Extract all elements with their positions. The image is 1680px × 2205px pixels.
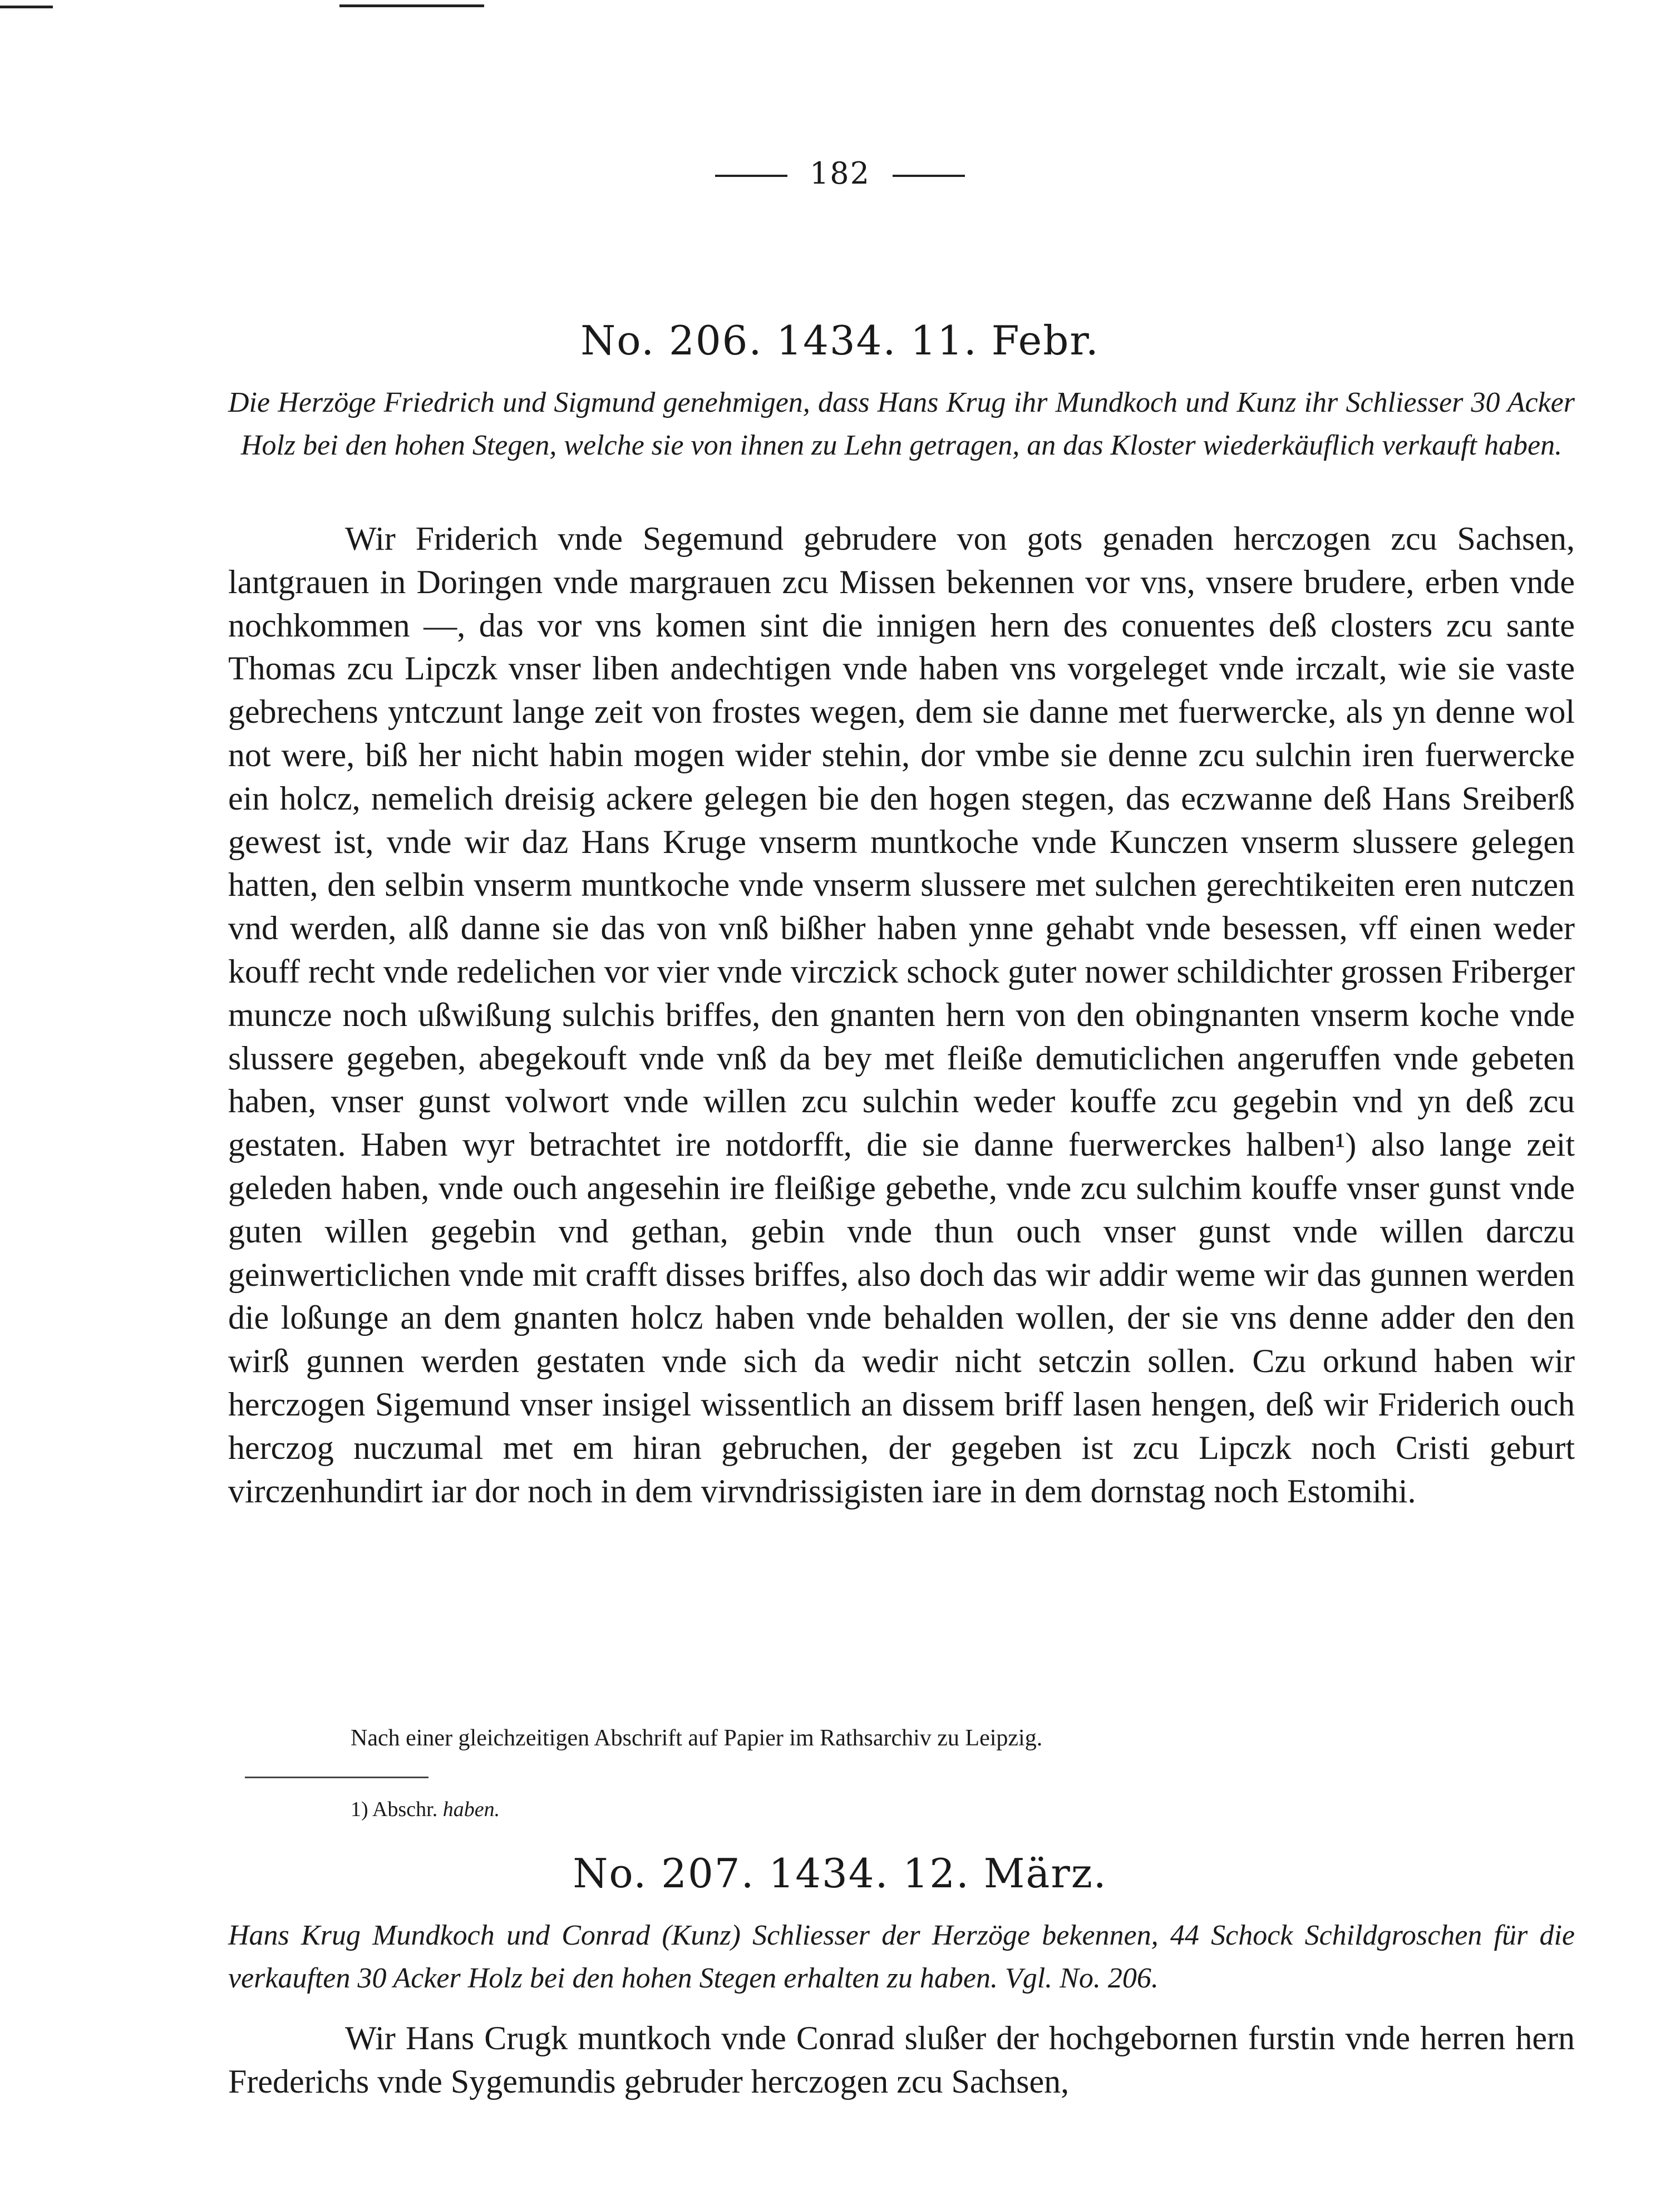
footnote-rule [245, 1777, 428, 1778]
doc-206-title: No. 206. 1434. 11. Febr. [580, 317, 1100, 364]
top-rule-right [339, 4, 484, 7]
doc-207-regest: Hans Krug Mundkoch und Conrad (Kunz) Schliesser der Herzöge bekennen, 44 Schock Schildgroschen für die verkauften 30 Acker Holz bei den hohen Stegen erhalten zu haben. Vgl. No. 206. [228, 1920, 1575, 1994]
page-number: 182 [809, 156, 871, 191]
top-rule-left [0, 6, 53, 8]
page-number-dash-left [715, 175, 787, 177]
page-number-dash-right [893, 175, 965, 177]
footnote-text: haben. [442, 1798, 500, 1821]
footnote-1 [351, 1797, 500, 1822]
doc-206-regest: Die Herzöge Friedrich und Sigmund genehmigen, dass Hans Krug ihr Mundkoch und Kunz ihr Schliesser 30 Acker Holz bei den hohen Stegen, welche sie von ihnen zu Lehn getragen, an das Kloster wiederkäuflich verkauft haben. [228, 387, 1575, 461]
doc-207-text: Wir Hans Crugk muntkoch vnde Conrad slußer der hochgebornen furstin vnde herren hern Frederichs vnde Sygemundis gebruder herczogen zcu Sachsen, [228, 2020, 1575, 2100]
page-number-line [0, 156, 1680, 191]
doc-207-title: No. 207. 1434. 12. März. [573, 1850, 1107, 1897]
doc-206-text: Wir Friderich vnde Segemund gebrudere von gots genaden herczogen zcu Sachsen, lantgrauen in Doringen vnde margrauen zcu Missen bekennen vor vns, vnsere brudere, erben vnde nochkommen —, das vor vns komen sint die innigen hern des conuentes deß closters zcu sante Thomas zcu Lipczk vnser liben andechtigen vnde haben vns vorgeleget vnde irczalt, wie sie vaste gebrechens yntczunt lange zeit von frostes wegen, dem sie danne met fuerwercke, als yn denne wol not were, biß her nicht habin mogen wider stehin, dor vmbe sie denne zcu sulchin iren fuerwercke ein holcz, nemelich dreisig ackere gelegen bie den hogen stegen, das eczwanne deß Hans Sreiberß gewest ist, vnde wir daz Hans Kruge vnserm muntkoche vnde Kunczen vnserm slussere gelegen hatten, den selbin vnserm muntkoche vnde vnserm slussere met sulchen gerechtikeiten eren nutczen vnd werden, alß danne sie das von vnß bißher haben ynne gehabt vnde besessen, vff einen weder kouff recht vnde redelichen vor vier vnde virczick schock guter nower schildichter grossen Friberger muncze noch ußwißung sulchis briffes, den gnanten hern von den obingnanten vnserm koche vnde slussere gegeben, abegekouft vnde vnß da bey met fleiße demuticlichen angeruffen vnde gebeten haben, vnser gunst volwort vnde willen zcu sulchin weder kouffe zcu gegebin vnd yn deß zcu gestaten. Haben wyr betrachtet ire notdorfft, die sie danne fuerwerckes halben¹) also lange zeit geleden haben, vnde ouch angesehin ire fleißige gebethe, vnde zcu sulchim kouffe vnser gunst vnde guten willen gegebin vnd gethan, gebin vnde thun ouch vnser gunst vnde willen darczu geinwerticlichen vnde mit crafft disses briffes, also doch das wir addir weme wir das gunnen werden die loßunge an dem gnanten holcz haben vnde behalden wollen, der sie vns denne adder den den wirß gunnen werden gestaten vnde sich da wedir nicht setczin sollen. Czu orkund haben wir herczogen Sigemund vnser insigel wissentlich an dissem briff lasen hengen, deß wir Friderich ouch herczog nuczumal met em hiran gebruchen, der gegeben ist zcu Lipczk noch Cristi geburt virczenhundirt iar dor noch in dem virvndrissigisten iare in dem dornstag noch Estomihi. [228, 520, 1575, 1510]
footnote-label: 1) Abschr. [351, 1798, 438, 1821]
doc-206-source: Nach einer gleichzeitigen Abschrift auf Papier im Rathsarchiv zu Leipzig. [351, 1725, 1043, 1751]
